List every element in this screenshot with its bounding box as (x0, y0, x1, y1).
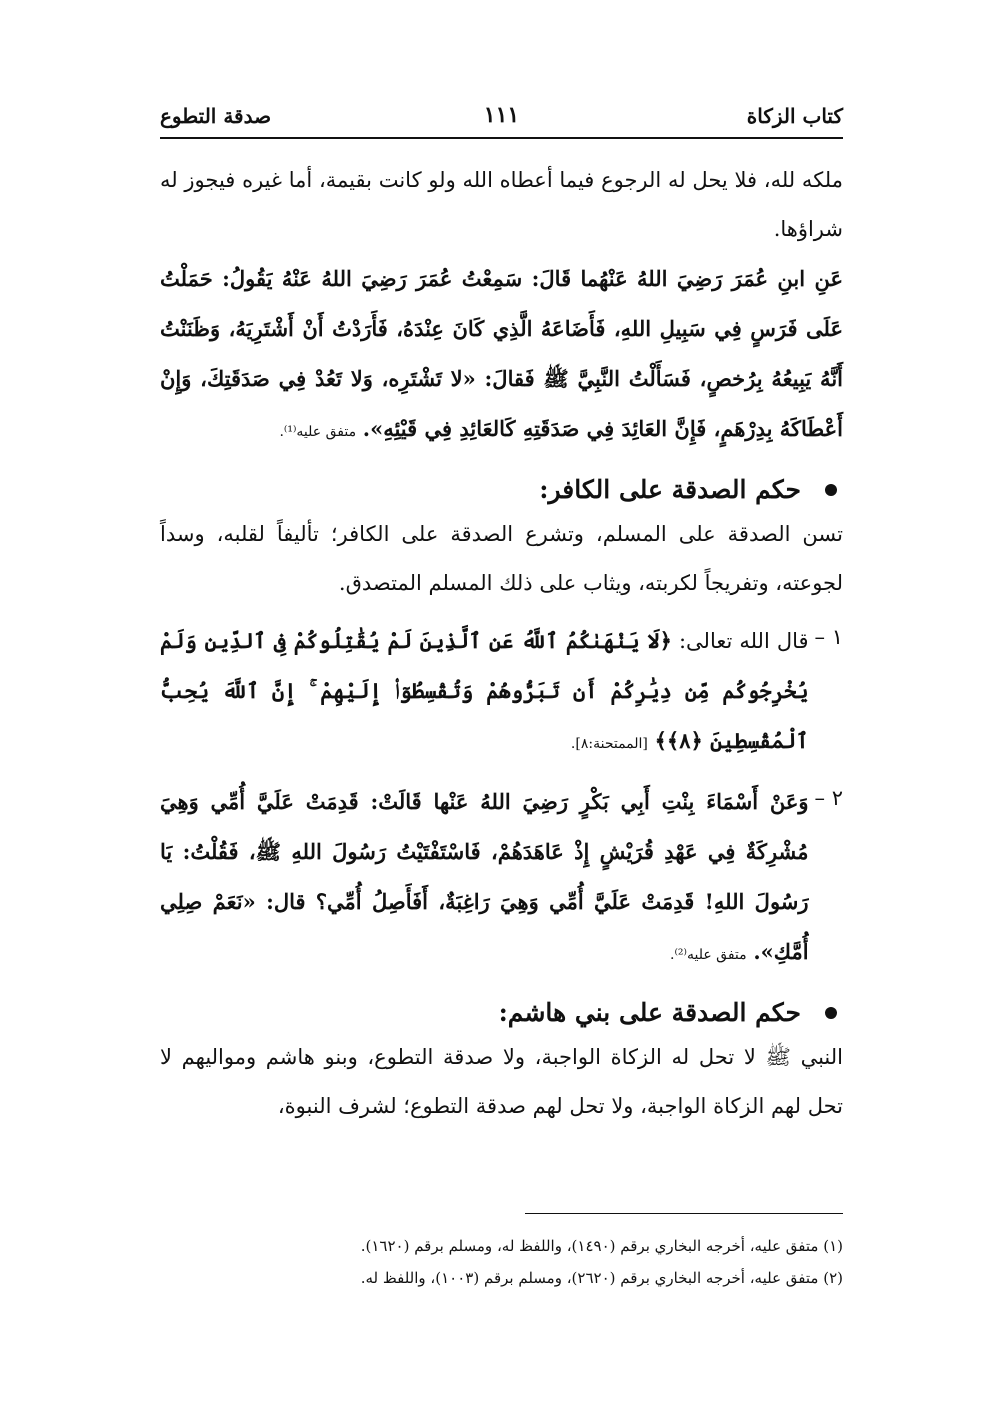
bullet-icon (825, 484, 837, 496)
footnote-divider (525, 1213, 843, 1214)
item-1-body (160, 616, 809, 769)
page-number: ١١١ (483, 102, 520, 128)
intro-paragraph: ملكه لله، فلا يحل له الرجوع فيما أعطاه الله ولو كانت بقيمة، أما غيره فيجوز له شراؤها. (160, 168, 843, 241)
header-divider (160, 137, 843, 139)
main-content (160, 156, 843, 1131)
hadith-umar-text: عَنِ ابنِ عُمَرَ رَضِيَ اللهُ عَنْهُما قَالَ: سَمِعْتُ عُمَرَ رَضِيَ اللهُ عَنْهُ يَقُولُ: حَمَلْتُ عَلَى فَرَسٍ فِي سَبِيلِ اللهِ، فَأَضَاعَهُ الَّذِي كَانَ عِنْدَهُ، فَأَرَدْتُ أَنْ أَشْتَرِيَهُ، وَظَنَنْتُ أَنَّهُ يَبِيعُهُ بِرُخصٍ، فَسَأَلْتُ النَّبِيَّ ﷺ فَقالَ: «لا تَشْتَرِه، وَلا تَعُدْ فِي صَدَقَتِكَ، وَإِنْ أَعْطَاكَهُ بِدِرْهَمٍ، فَإِنَّ العَائِدَ فِي صَدَقَتِهِ كَالعَائِدِ فِي قَيْئِهِ». (160, 266, 843, 441)
heading-hashim-text: حكم الصدقة على بني هاشم: (498, 998, 801, 1027)
heading-hashim (160, 998, 843, 1027)
item-2-body (160, 777, 809, 980)
kafir-item-2 (160, 777, 843, 980)
kafir-paragraph: تسن الصدقة على المسلم، وتشرع الصدقة على الكافر؛ تأليفاً لقلبه، وسداً لجوعته، وتفريجاً لكربته، ويثاب على ذلك المسلم المتصدق. (160, 522, 843, 595)
kafir-item-1 (160, 616, 843, 769)
footnote-2: (٢) متفق عليه، أخرجه البخاري برقم (٢٦٢٠)، ومسلم برقم (١٠٠٣)، واللفظ له. (360, 1269, 843, 1287)
hadith-asma-text: وَعَنْ أَسْمَاءَ بِنْتِ أَبِي بَكْرٍ رَضِيَ اللهُ عَنْها قَالَتْ: قَدِمَتْ عَلَيَّ أُمِّي وَهِيَ مُشْرِكَةٌ فِي عَهْدِ قُرَيْشٍ إِذْ عَاهَدَهُمْ، فَاسْتَفْتَيْتُ رَسُولَ اللهِ ﷺ، فَقُلْتُ: يَا رَسُولَ اللهِ! قَدِمَتْ عَلَيَّ أُمِّي وَهِيَ رَاغِبَةٌ، أَفَأَصِلُ أُمِّي؟ قال: «نَعَمْ صِلِي أُمَّكِ». (160, 789, 809, 964)
footnote-1: (١) متفق عليه، أخرجه البخاري برقم (١٤٩٠)، واللفظ له، ومسلم برقم (١٦٢٠). (360, 1237, 843, 1255)
hadith-umar (160, 254, 843, 457)
bullet-icon (825, 1007, 837, 1019)
book-title: كتاب الزكاة (746, 104, 843, 128)
heading-kafir-text: حكم الصدقة على الكافر: (539, 475, 801, 504)
item-1-intro: قال الله تعالى: (678, 629, 809, 653)
hadith-asma-source: متفق عليه⁽²⁾. (670, 947, 747, 963)
page-header (160, 98, 843, 138)
quran-verse: ﴿لَا يَنْهَىٰكُمُ ٱللَّهُ عَنِ ٱلَّذِينَ لَمْ يُقَٰتِلُوكُمْ فِى ٱلدِّينِ وَلَمْ يُخْرِجُوكُم مِّن دِيَٰرِكُمْ أَن تَبَرُّوهُمْ وَتُقْسِطُوٓا۟ إِلَيْهِمْ ۚ إِنَّ ٱللَّهَ يُحِبُّ ٱلْمُقْسِطِينَ ﴿٨﴾﴾ (160, 628, 809, 753)
item-number: ٢ – (814, 786, 843, 810)
footnotes (160, 1230, 843, 1294)
verse-reference: [الممتحنة:٨]. (570, 736, 648, 752)
hashim-paragraph: النبي ﷺ لا تحل له الزكاة الواجبة، ولا صدقة التطوع، وبنو هاشم ومواليهم لا تحل لهم الزكاة الواجبة، ولا تحل لهم صدقة التطوع؛ لشرف النبوة، (160, 1045, 843, 1118)
chapter-title: صدقة التطوع (160, 104, 272, 128)
hadith-umar-source: متفق عليه⁽¹⁾. (279, 424, 357, 440)
heading-kafir (160, 475, 843, 504)
item-number: ١ – (814, 625, 843, 649)
